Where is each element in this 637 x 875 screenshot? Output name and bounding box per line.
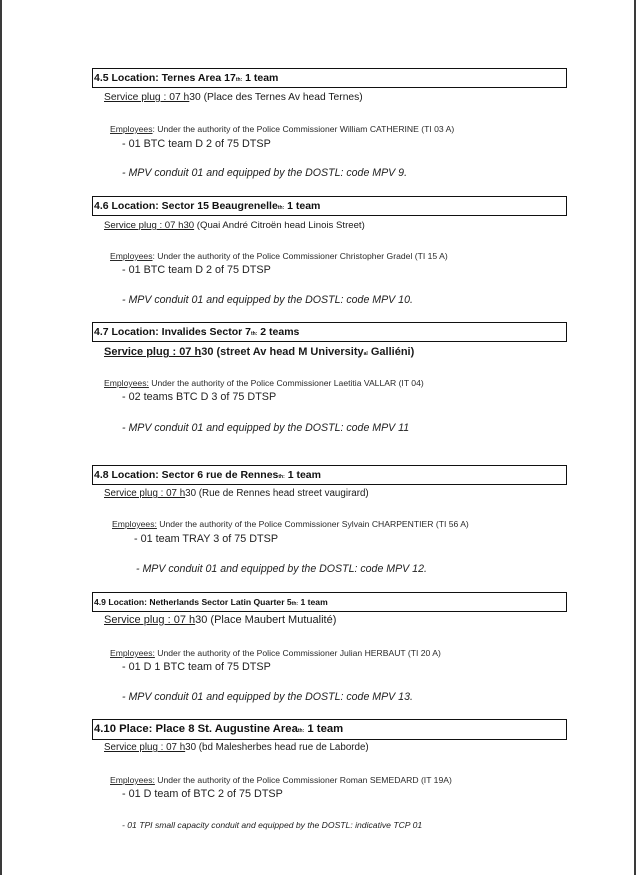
section-heading	[92, 68, 567, 88]
section-heading	[92, 592, 567, 612]
vehicle-item: - MPV conduit 01 and equipped by the DOSTL: code MPV 13.	[122, 691, 413, 703]
employees-line	[110, 251, 448, 261]
heading-superscript: th:	[278, 474, 285, 480]
section-heading	[92, 196, 567, 216]
employees-label: Employees:	[112, 519, 157, 529]
heading-text: 4.5 Location: Ternes Area 17	[94, 72, 236, 84]
vehicle-item: - MPV conduit 01 and equipped by the DOSTL: code MPV 10.	[122, 294, 413, 306]
service-plug-location: 30 (bd Malesherbes head rue de Laborde)	[185, 742, 369, 753]
employees-line	[110, 648, 441, 658]
heading-tail: 1 team	[242, 72, 279, 84]
heading-text: 4.7 Location: Invalides Sector 7	[94, 326, 251, 338]
employees-label: Employees:	[104, 378, 149, 388]
employees-text: Under the authority of the Police Commissioner Sylvain CHARPENTIER (TI 56 A)	[156, 519, 469, 529]
employees-line	[112, 519, 469, 529]
heading-text: 4.6 Location: Sector 15 Beaugrenelle	[94, 200, 278, 212]
team-item: - 02 teams BTC D 3 of 75 DTSP	[122, 391, 277, 403]
employees-line	[104, 378, 424, 388]
heading-tail: 2 teams	[257, 326, 300, 338]
service-plug	[104, 614, 336, 626]
heading-tail: 1 team	[284, 469, 321, 481]
heading-tail: 1 team	[284, 200, 321, 212]
service-plug	[104, 346, 414, 358]
service-plug-location: 30 (street Av head M University	[201, 346, 364, 358]
section-heading	[92, 322, 567, 342]
service-plug-label: Service plug : 07 h	[104, 346, 202, 358]
team-item: - 01 D team of BTC 2 of 75 DTSP	[122, 788, 283, 800]
employees-line	[110, 124, 454, 134]
section-4-10	[92, 719, 567, 830]
service-plug	[104, 742, 369, 753]
service-superscript: al	[363, 351, 368, 357]
service-plug-location: 30 (Place Maubert Mutualité)	[195, 614, 337, 626]
section-heading	[92, 465, 567, 485]
team-item: - 01 BTC team D 2 of 75 DTSP	[122, 264, 271, 276]
service-plug	[104, 488, 369, 499]
team-item: - 01 D 1 BTC team of 75 DTSP	[122, 661, 271, 673]
service-plug-label: Service plug : 07 h	[104, 92, 190, 103]
employees-label: Employees:	[110, 648, 155, 658]
heading-superscript: th:	[235, 77, 243, 83]
service-plug-label: Service plug : 07 h30	[104, 220, 195, 231]
heading-text: 4.9 Location: Netherlands Sector Latin Quarter 5	[94, 597, 292, 607]
service-plug-label: Service plug : 07 h	[104, 488, 186, 499]
service-plug	[104, 220, 365, 231]
heading-superscript: th:	[291, 601, 299, 607]
employees-line	[110, 775, 452, 785]
page-border-left	[0, 0, 2, 875]
employees-text: Under the authority of the Police Commissioner Julian HERBAUT (TI 20 A)	[154, 648, 441, 658]
heading-text: 4.8 Location: Sector 6 rue de Rennes	[94, 469, 279, 481]
employees-label: Employees	[110, 124, 153, 134]
page-border-right	[634, 0, 636, 875]
employees-label: Employees	[110, 251, 153, 261]
employees-text: Under the authority of the Police Commissioner Roman SEMEDARD (IT 19A)	[154, 775, 452, 785]
employees-text: : Under the authority of the Police Commissioner Christopher Gradel (TI 15 A)	[152, 251, 448, 261]
vehicle-item: - MPV conduit 01 and equipped by the DOSTL: code MPV 12.	[136, 563, 427, 575]
section-4-5	[92, 68, 567, 179]
heading-tail: 1 team	[298, 597, 328, 607]
section-4-9	[92, 592, 567, 703]
vehicle-item: - MPV conduit 01 and equipped by the DOSTL: code MPV 11	[122, 422, 410, 434]
service-plug-label: Service plug : 07 h	[104, 614, 196, 626]
vehicle-item: - MPV conduit 01 and equipped by the DOSTL: code MPV 9.	[122, 167, 408, 179]
team-item: - 01 team TRAY 3 of 75 DTSP	[134, 533, 279, 545]
section-4-6	[92, 196, 567, 306]
heading-tail: 1 team	[304, 723, 344, 735]
vehicle-item: - 01 TPI small capacity conduit and equipped by the DOSTL: indicative TCP 01	[122, 820, 423, 830]
heading-text: 4.10 Place: Place 8 St. Augustine Area	[94, 723, 298, 735]
employees-text: : Under the authority of the Police Commissioner William CATHERINE (TI 03 A)	[152, 124, 455, 134]
section-4-8	[92, 465, 567, 575]
section-4-7	[92, 322, 567, 434]
employees-text: Under the authority of the Police Commissioner Laetitia VALLAR (IT 04)	[148, 378, 424, 388]
service-plug-location: 30 (Rue de Rennes head street vaugirard)	[185, 488, 369, 499]
section-heading	[92, 719, 567, 740]
employees-label: Employees:	[110, 775, 155, 785]
service-plug-label: Service plug : 07 h	[104, 742, 186, 753]
team-item: - 01 BTC team D 2 of 75 DTSP	[122, 138, 271, 150]
service-plug-location: 30 (Place des Ternes Av head Ternes)	[189, 92, 363, 103]
heading-superscript: th:	[297, 728, 305, 734]
heading-superscript: th:	[277, 205, 285, 211]
service-plug-location-tail: Galliéni)	[367, 346, 415, 358]
service-plug-location: (Quai André Citroën head Linois Street)	[194, 220, 365, 231]
service-plug	[104, 92, 363, 103]
heading-superscript: th:	[250, 331, 258, 337]
